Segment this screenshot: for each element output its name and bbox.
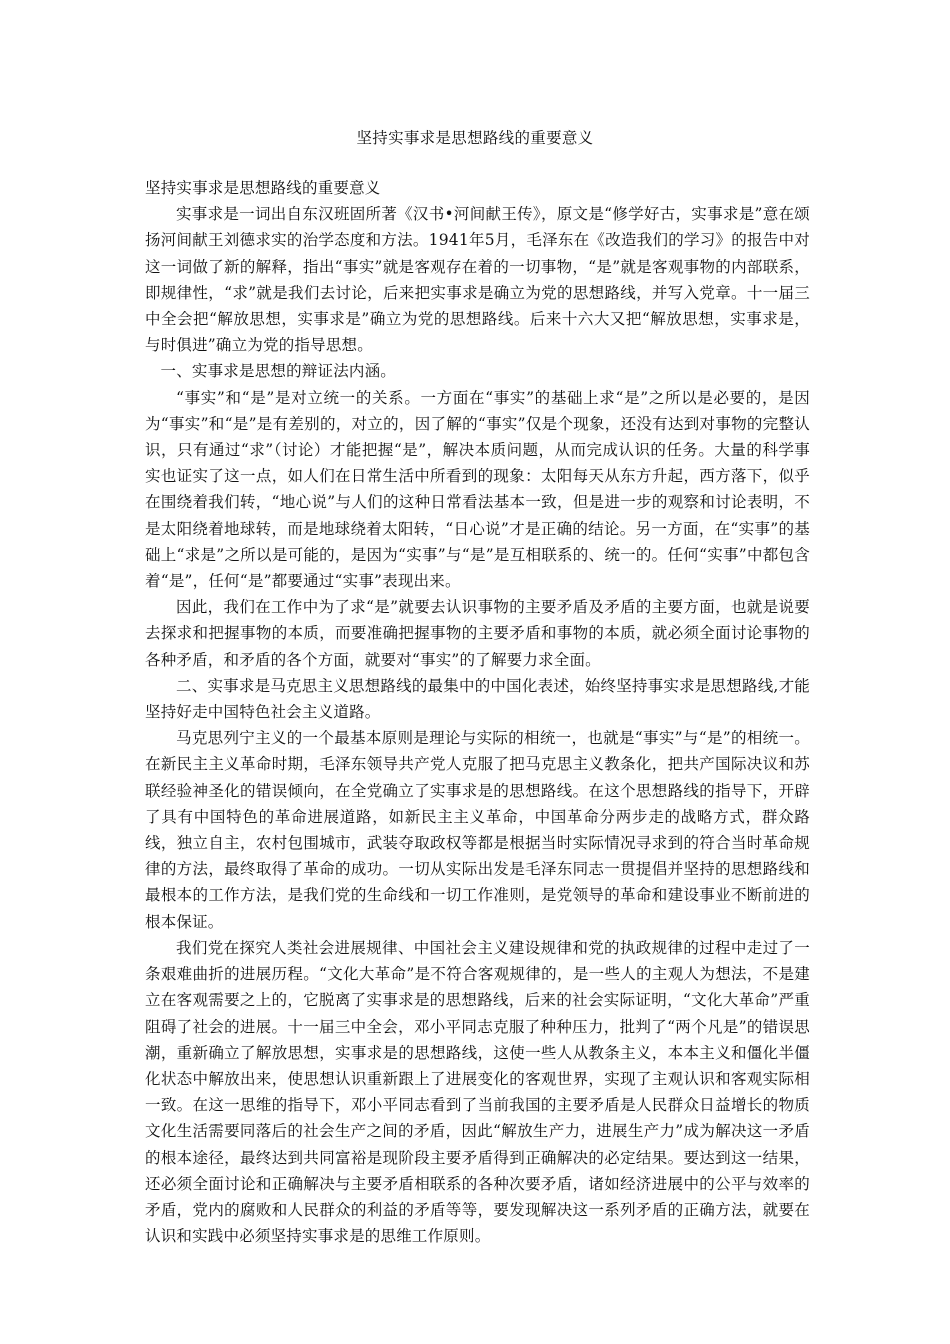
paragraph: 实事求是一词出自东汉班固所著《汉书•河间献王传》，原文是“修学好古，实事求是”意在颂扬河间献王刘德求实的治学态度和方法。1941年5月，毛泽东在《改造我们的学习》的报告中对这一词做了新的解释，指出“事实”就是客观存在着的一切事物，“是”就是客观事物的内部联系，即规律性，“求”就是我们去讨论，后来把实事求是确立为党的思想路线，并写入党章。十一届三中全会把“解放思想，实事求是”确立为党的思想路线。后来十六大又把“解放思想，实事求是，与时俱进”确立为党的指导思想。 xyxy=(145,205,810,355)
paragraph: 马克思列宁主义的一个最基本原则是理论与实际的相统一，也就是“事实”与“是”的相统一。在新民主主义革命时期，毛泽东领导共产党人克服了把马克思主义教条化，把共产国际决议和苏联经验神圣化的错误倾向，在全党确立了实事求是的思想路线。在这个思想路线的指导下，开辟了具有中国特色的革命进展道路，如新民主主义革命，中国革命分两步走的战略方式，群众路线，独立自主，农村包围城市，武装夺取政权等都是根据当时实际情况寻求到的符合当时革命规律的方法，最终取得了革命的成功。一切从实际出发是毛泽东同志一贯提倡并坚持的思想路线和最根本的工作方法，是我们党的生命线和一切工作准则，是党领导的革命和建设事业不断前进的根本保证。 xyxy=(145,729,810,931)
document-title: 坚持实事求是思想路线的重要意义 xyxy=(356,129,594,147)
document-body xyxy=(145,175,810,1249)
section-heading: 一、实事求是思想的辩证法内涵。 xyxy=(160,362,397,381)
paragraph: “事实”和“是”是对立统一的关系。一方面在“事实”的基础上求“是”之所以是必要的，是因为“事实”和“是”是有差别的，对立的，因了解的“事实”仅是个现象，还没有达到对事物的完整认识，只有通过“求”（讨论）才能把握“是”，解决本质问题，从而完成认识的任务。大量的科学事实也证实了这一点，如人们在日常生活中所看到的现象：太阳每天从东方升起，西方落下，似乎在围绕着我们转，“地心说”与人们的这种日常看法基本一致，但是进一步的观察和讨论表明，不是太阳绕着地球转，而是地球绕着太阳转，“日心说”才是正确的结论。另一方面，在“实事”的基础上“求是”之所以是可能的，是因为“实事”与“是”是互相联系的、统一的。任何“实事”中都包含着“是”，任何“是”都要通过“实事”表现出来。 xyxy=(145,388,810,591)
paragraph: 我们党在探究人类社会进展规律、中国社会主义建设规律和党的执政规律的过程中走过了一条艰难曲折的进展历程。“文化大革命”是不符合客观规律的，是一些人的主观人为想法，不是建立在客观需要之上的，它脱离了实事求是的思想路线，后来的社会实际证明，“文化大革命”严重阻碍了社会的进展。十一届三中全会，邓小平同志克服了种种压力，批判了“两个凡是”的错误思潮，重新确立了解放思想，实事求是的思想路线，这使一些人从教条主义，本本主义和僵化半僵化状态中解放出来，使思想认识重新跟上了进展变化的客观世界，实现了主观认识和客观实际相一致。在这一思维的指导下，邓小平同志看到了当前我国的主要矛盾是人民群众日益增长的物质文化生活需要同落后的社会生产之间的矛盾，因此“解放生产力，进展生产力”成为解决这一矛盾的根本途径，最终达到共同富裕是现阶段主要矛盾得到正确解决的必定结果。要达到这一结果，还必须全面讨论和正确解决与主要矛盾相联系的各种次要矛盾，诸如经济进展中的公平与效率的矛盾，党内的腐败和人民群众的利益的矛盾等等，要发现解决这一系列矛盾的正确方法，就要在认识和实践中必须坚持实事求是的思维工作原则。 xyxy=(145,938,810,1246)
section-heading: 二、实事求是马克思主义思想路线的最集中的中国化表述，始终坚持事实求是思想路线,才能坚持好走中国特色社会主义道路。 xyxy=(145,676,810,722)
paragraph: 因此，我们在工作中为了求“是”就要去认识事物的主要矛盾及矛盾的主要方面，也就是说要去探求和把握事物的本质，而要准确把握事物的主要矛盾和事物的本质，就必须全面讨论事物的各种矛盾，和矛盾的各个方面，就要对“事实”的了解要力求全面。 xyxy=(145,598,810,669)
document-subtitle: 坚持实事求是思想路线的重要意义 xyxy=(145,179,381,197)
